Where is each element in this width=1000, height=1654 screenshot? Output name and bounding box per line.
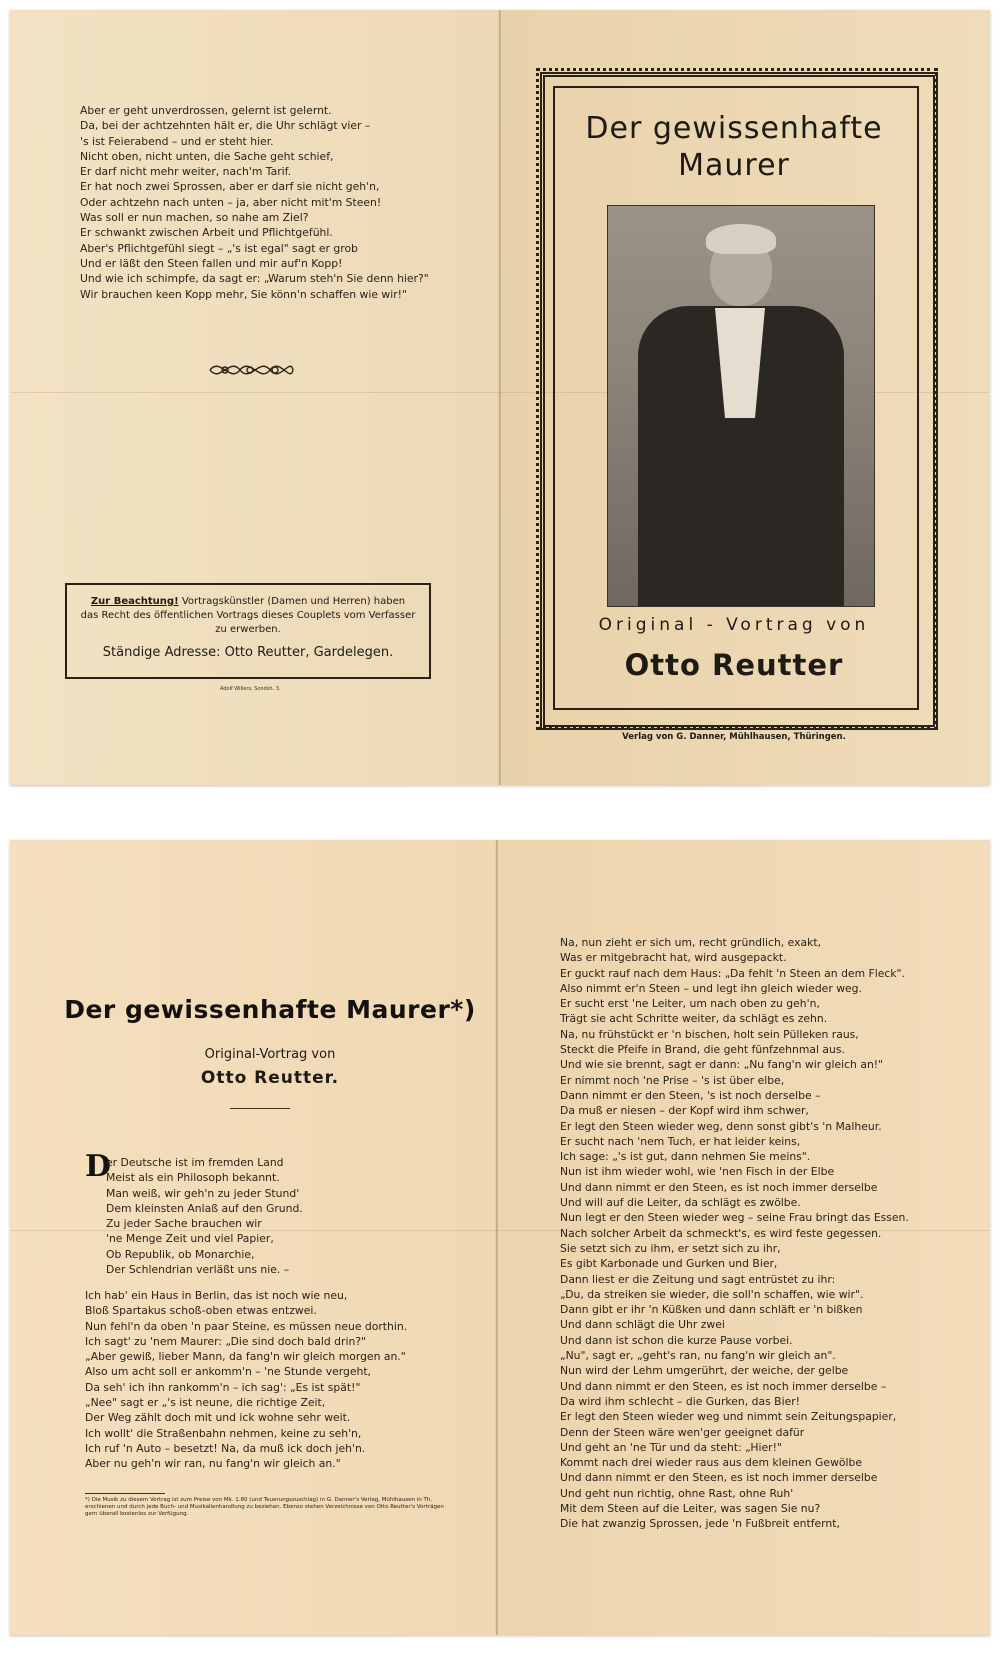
verse-line: Der Schlendrian verläßt uns nie. – (106, 1263, 290, 1277)
verse-line: 's ist Feierabend – und er steht hier. (80, 134, 274, 148)
verse-line: Was er mitgebracht hat, wird ausgepackt. (560, 951, 787, 965)
verse-line: „Nee" sagt er „'s ist neune, die richtige Zeit, (85, 1396, 326, 1410)
verse-line: Denn der Steen wäre wen'ger geeignet dafür (560, 1425, 805, 1439)
cover-title-line1: Der gewissenhafte (585, 111, 883, 146)
notice-line2: das Recht des öffentlichen Vortrags dieses Couplets vom Verfasser (80, 610, 416, 621)
verse-line: Und dann nimmt er den Steen, es ist noch immer derselbe (560, 1471, 878, 1485)
verse-line: Und geht nun richtig, ohne Rast, ohne Ruh' (560, 1486, 794, 1500)
cover-title-line2: Maurer (678, 148, 790, 183)
verse-line: Aber er geht unverdrossen, gelernt ist gelernt. (80, 104, 332, 117)
verse-line: Der Weg zählt doch mit und ick wohne sehr weit. (85, 1411, 351, 1425)
back-page-verse (80, 103, 429, 302)
verse-line: Er sucht nach 'nem Tuch, er hat leider keins, (560, 1134, 801, 1148)
verse-line: Er nimmt noch 'ne Prise – 's ist über elbe, (560, 1073, 785, 1087)
verse-line: „Nu", sagt er, „geht's ran, nu fang'n wir gleich an". (560, 1349, 836, 1363)
verse-line: Nicht oben, nicht unten, die Sache geht schief, (80, 149, 334, 163)
cover-author: Otto Reutter (624, 648, 844, 682)
verse-line: Da seh' ich ihn rankomm'n – ich sag': „Es ist spät!" (85, 1380, 361, 1394)
verse-line: Oder achtzehn nach unten – ja, aber nicht mit'm Steen! (80, 195, 382, 209)
verse-line: Aber's Pflichtgefühl siegt – „'s ist egal" sagt er grob (80, 241, 358, 255)
verse-line: Da, bei der achtzehnten hält er, die Uhr schlägt vier – (80, 119, 371, 133)
verse-line: Er sucht erst 'ne Leiter, um nach oben zu geh'n, (560, 997, 820, 1011)
verse-line: Na, nu frühstückt er 'n bischen, holt sein Pülleken raus, (560, 1027, 859, 1041)
verse-line: Steckt die Pfeife in Brand, die geht fünfzehnmal aus. (560, 1043, 845, 1057)
verse-line: Und geht an 'ne Tür und da steht: „Hier!" (560, 1440, 782, 1454)
verse-line: Meist als ein Philosoph bekannt. (106, 1171, 280, 1185)
verse-line: Kommt nach drei wieder raus aus dem kleinen Gewölbe (560, 1456, 863, 1470)
verse-line: er Deutsche ist im fremden Land (106, 1156, 284, 1169)
notice-line3: zu erwerben. (215, 624, 281, 635)
verse-line: Bloß Spartakus schoß-oben etwas entzwei. (85, 1304, 317, 1318)
verse-line: Man weiß, wir geh'n zu jeder Stund' (106, 1186, 300, 1200)
verse-line: Zu jeder Sache brauchen wir (106, 1217, 262, 1231)
verse-line: „Du, da streiken sie wieder, die soll'n schaffen, wie wir". (560, 1287, 864, 1301)
drop-cap: D (85, 1149, 112, 1184)
verse-line: Mit dem Steen auf die Leiter, was sagen Sie nu? (560, 1501, 821, 1515)
verse-line: Und will auf die Leiter, da schlägt es zwölbe. (560, 1196, 801, 1210)
inner-right-verse (560, 935, 909, 1532)
verse-line: Sie setzt sich zu ihm, er setzt sich zu ihr, (560, 1241, 781, 1255)
title-divider (230, 1108, 290, 1109)
stanza-2 (85, 1288, 407, 1472)
notice-heading: Zur Beachtung! (90, 596, 179, 607)
inner-title: Der gewissenhafte Maurer*) (64, 995, 476, 1024)
stanza-1 (106, 1155, 303, 1277)
verse-line: „Aber gewiß, lieber Mann, da fang'n wir gleich morgen an." (85, 1350, 406, 1364)
printer-imprint: Adolf Willers, Sondsh. 3. (220, 686, 281, 692)
footnote-divider (85, 1493, 165, 1494)
verse-line: Wir brauchen keen Kopp mehr, Sie könn'n schaffen wie wir!" (80, 287, 407, 301)
verse-line: Also nimmt er'n Steen – und legt ihn gleich wieder weg. (560, 981, 862, 995)
verse-line: Nun fehl'n da oben 'n paar Steine, es müssen neue dorthin. (85, 1319, 408, 1333)
verse-line: 'ne Menge Zeit und viel Papier, (106, 1232, 274, 1246)
verse-line: Er guckt rauf nach dem Haus: „Da fehlt 'n Steen an dem Fleck". (560, 966, 905, 980)
verse-line: Ich sagt' zu 'nem Maurer: „Die sind doch bald drin?" (85, 1334, 367, 1348)
verse-line: Aber nu geh'n wir ran, nu fang'n wir gleich an." (85, 1457, 341, 1471)
notice-address: Ständige Adresse: Otto Reutter, Gardelegen. (102, 645, 394, 660)
inner-subtitle: Original-Vortrag von (204, 1047, 336, 1062)
ornament-flourish (205, 355, 295, 385)
verse-line: Die hat zwanzig Sprossen, jede 'n Fußbreit entfernt, (560, 1517, 840, 1531)
verse-line: Nun legt er den Steen wieder weg – seine Frau bringt das Essen. (560, 1211, 909, 1225)
verse-line: Na, nun zieht er sich um, recht gründlich, exakt, (560, 936, 822, 949)
verse-line: Und dann ist schon die kurze Pause vorbei. (560, 1333, 793, 1347)
cover-title (553, 110, 915, 184)
verse-line: Und wie ich schimpfe, da sagt er: „Warum steh'n Sie denn hier?" (80, 272, 429, 286)
verse-line: Ich sage: „'s ist gut, dann nehmen Sie meins". (560, 1150, 811, 1164)
center-fold (496, 840, 498, 1635)
verse-line: Es gibt Karbonade und Gurken und Bier, (560, 1257, 778, 1271)
verse-line: Was soll er nun machen, so nahe am Ziel? (80, 211, 309, 225)
verse-line: Er darf nicht mehr weiter, nach'm Tarif. (80, 165, 292, 179)
verse-line: Und er läßt den Steen fallen und mir auf'n Kopp! (80, 256, 343, 270)
verse-line: Er hat noch zwei Sprossen, aber er darf sie nicht geh'n, (80, 180, 380, 194)
verse-line: Dann gibt er ihr 'n Küßken und dann schläft er 'n bißken (560, 1303, 863, 1317)
verse-line: Er legt den Steen wieder weg, denn sonst gibt's 'n Malheur. (560, 1119, 882, 1133)
verse-line: Ich hab' ein Haus in Berlin, das ist noch wie neu, (85, 1289, 348, 1302)
verse-line: Ich ruf 'n Auto – besetzt! Na, da muß ick doch jeh'n. (85, 1441, 366, 1455)
cover-subtitle: Original - Vortrag von (598, 615, 870, 635)
verse-line: Da muß er niesen – der Kopf wird ihm schwer, (560, 1104, 809, 1118)
verse-line: Und dann schlägt die Uhr zwei (560, 1318, 725, 1332)
verse-line: Nun wird der Lehm umgerührt, der weiche, der gelbe (560, 1364, 849, 1378)
verse-line: Dem kleinsten Anlaß auf den Grund. (106, 1201, 303, 1215)
verse-line: Und dann nimmt er den Steen, es ist noch immer derselbe (560, 1180, 878, 1194)
verse-line: Ob Republik, ob Monarchie, (106, 1247, 255, 1261)
notice-line1: Vortragskünstler (Damen und Herren) haben (178, 596, 406, 607)
portrait-photo (607, 205, 875, 607)
verse-line: Er legt den Steen wieder weg und nimmt sein Zeitungspapier, (560, 1410, 897, 1424)
verse-line: Und wie sie brennt, sagt er dann: „Nu fang'n wir gleich an!" (560, 1058, 884, 1072)
center-fold (499, 10, 501, 785)
publisher-line: Verlag von G. Danner, Mühlhausen, Thüringen. (622, 732, 846, 742)
verse-line: Also um acht soll er ankomm'n – 'ne Stunde vergeht, (85, 1365, 371, 1379)
notice-box (65, 583, 431, 679)
notice-text (67, 595, 429, 637)
verse-line: Nach solcher Arbeit da schmeckt's, es wird feste gegessen. (560, 1226, 882, 1240)
verse-line: Er schwankt zwischen Arbeit und Pflichtgefühl. (80, 226, 333, 240)
verse-line: Trägt sie acht Schritte weiter, da schlägt es zehn. (560, 1012, 828, 1026)
verse-line: Nun ist ihm wieder wohl, wie 'nen Fisch in der Elbe (560, 1165, 835, 1179)
verse-line: Und dann nimmt er den Steen, es ist noch immer derselbe – (560, 1379, 887, 1393)
verse-line: Dann nimmt er den Steen, 's ist noch derselbe – (560, 1088, 821, 1102)
verse-line: Da wird ihm schlecht – die Gurken, das Bier! (560, 1394, 800, 1408)
footnote: *) Die Musik zu diesem Vortrag ist zum Preise von Mk. 1.80 (und Teuerungszuschlag) in G. Danner's Verlag, Mühlhausen in Th. erschienen und durch jede Buch- und Musikalienhandlung zu beziehen. Ebenso stehen Verzeichnisse von Otto Reutter's Vorträgen gern überall kostenlos zur Verfügung. (85, 1497, 444, 1517)
verse-line: Dann liest er die Zeitung und sagt entrüstet zu ihr: (560, 1272, 836, 1286)
inner-author: Otto Reutter. (200, 1068, 340, 1088)
verse-line: Ich wollt' die Straßenbahn nehmen, keine zu seh'n, (85, 1426, 362, 1440)
portrait-hair (706, 224, 776, 254)
